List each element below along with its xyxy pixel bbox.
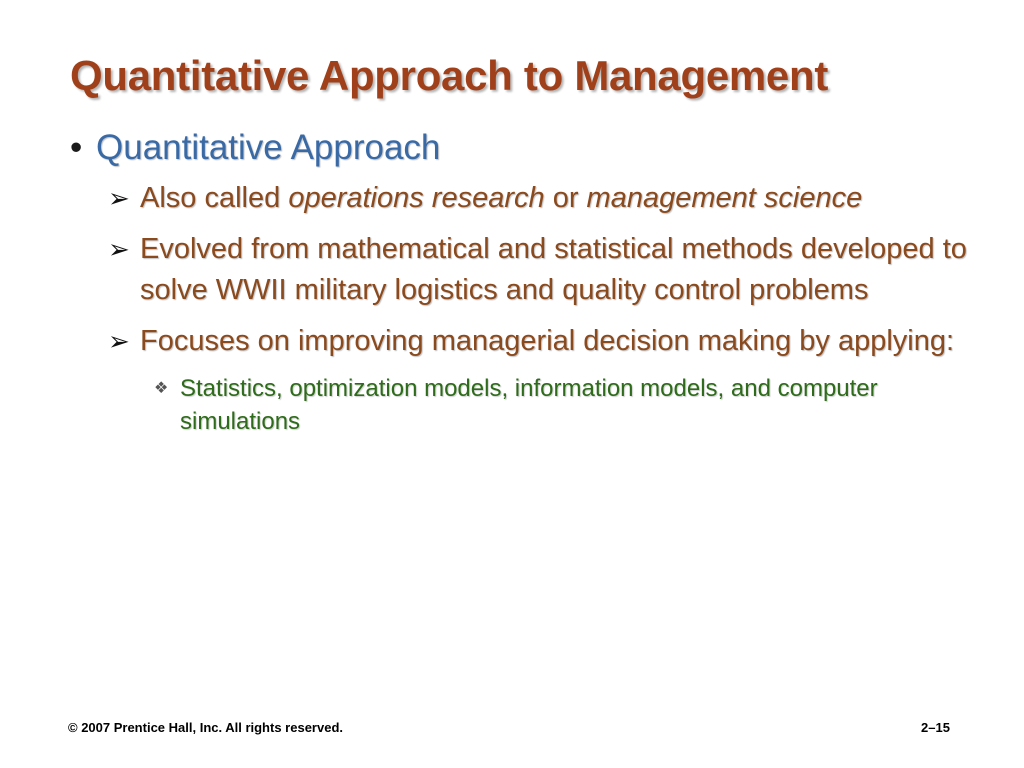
sub-bullet-text: Focuses on improving managerial decision making by applying:: [140, 325, 955, 357]
text-also-called: Also called: [140, 182, 289, 214]
bullet-quantitative-approach: [70, 128, 970, 168]
bullet-dot-icon: •: [70, 128, 83, 167]
term-operations-research: operations research: [288, 182, 545, 214]
sub-bullet-text: Evolved from mathematical and statistical methods developed to solve WWII military logistics and quality control problems: [140, 233, 967, 306]
sub-sub-bullet-text: Statistics, optimization models, information models, and computer simulations: [180, 375, 878, 435]
text-or: or: [544, 182, 587, 214]
bullet-label: Quantitative Approach: [96, 128, 441, 167]
sub-bullet-evolved: [108, 229, 970, 311]
footer-page-number: 2–15: [921, 720, 950, 735]
footer-copyright: © 2007 Prentice Hall, Inc. All rights reserved.: [68, 720, 343, 735]
slide-content: [70, 128, 970, 438]
arrowhead-icon: ➢: [108, 234, 130, 264]
sub-bullet-text: [140, 178, 970, 219]
sub-bullet-also-called: [108, 178, 970, 219]
slide-title: Quantitative Approach to Management: [70, 52, 829, 99]
arrowhead-icon: ➢: [108, 183, 130, 213]
diamond-icon: ❖: [154, 380, 169, 397]
term-management-science: management science: [586, 182, 863, 214]
sub-sub-bullet-statistics: [154, 372, 970, 438]
arrowhead-icon: ➢: [108, 326, 130, 356]
sub-bullet-focuses: [108, 321, 970, 362]
